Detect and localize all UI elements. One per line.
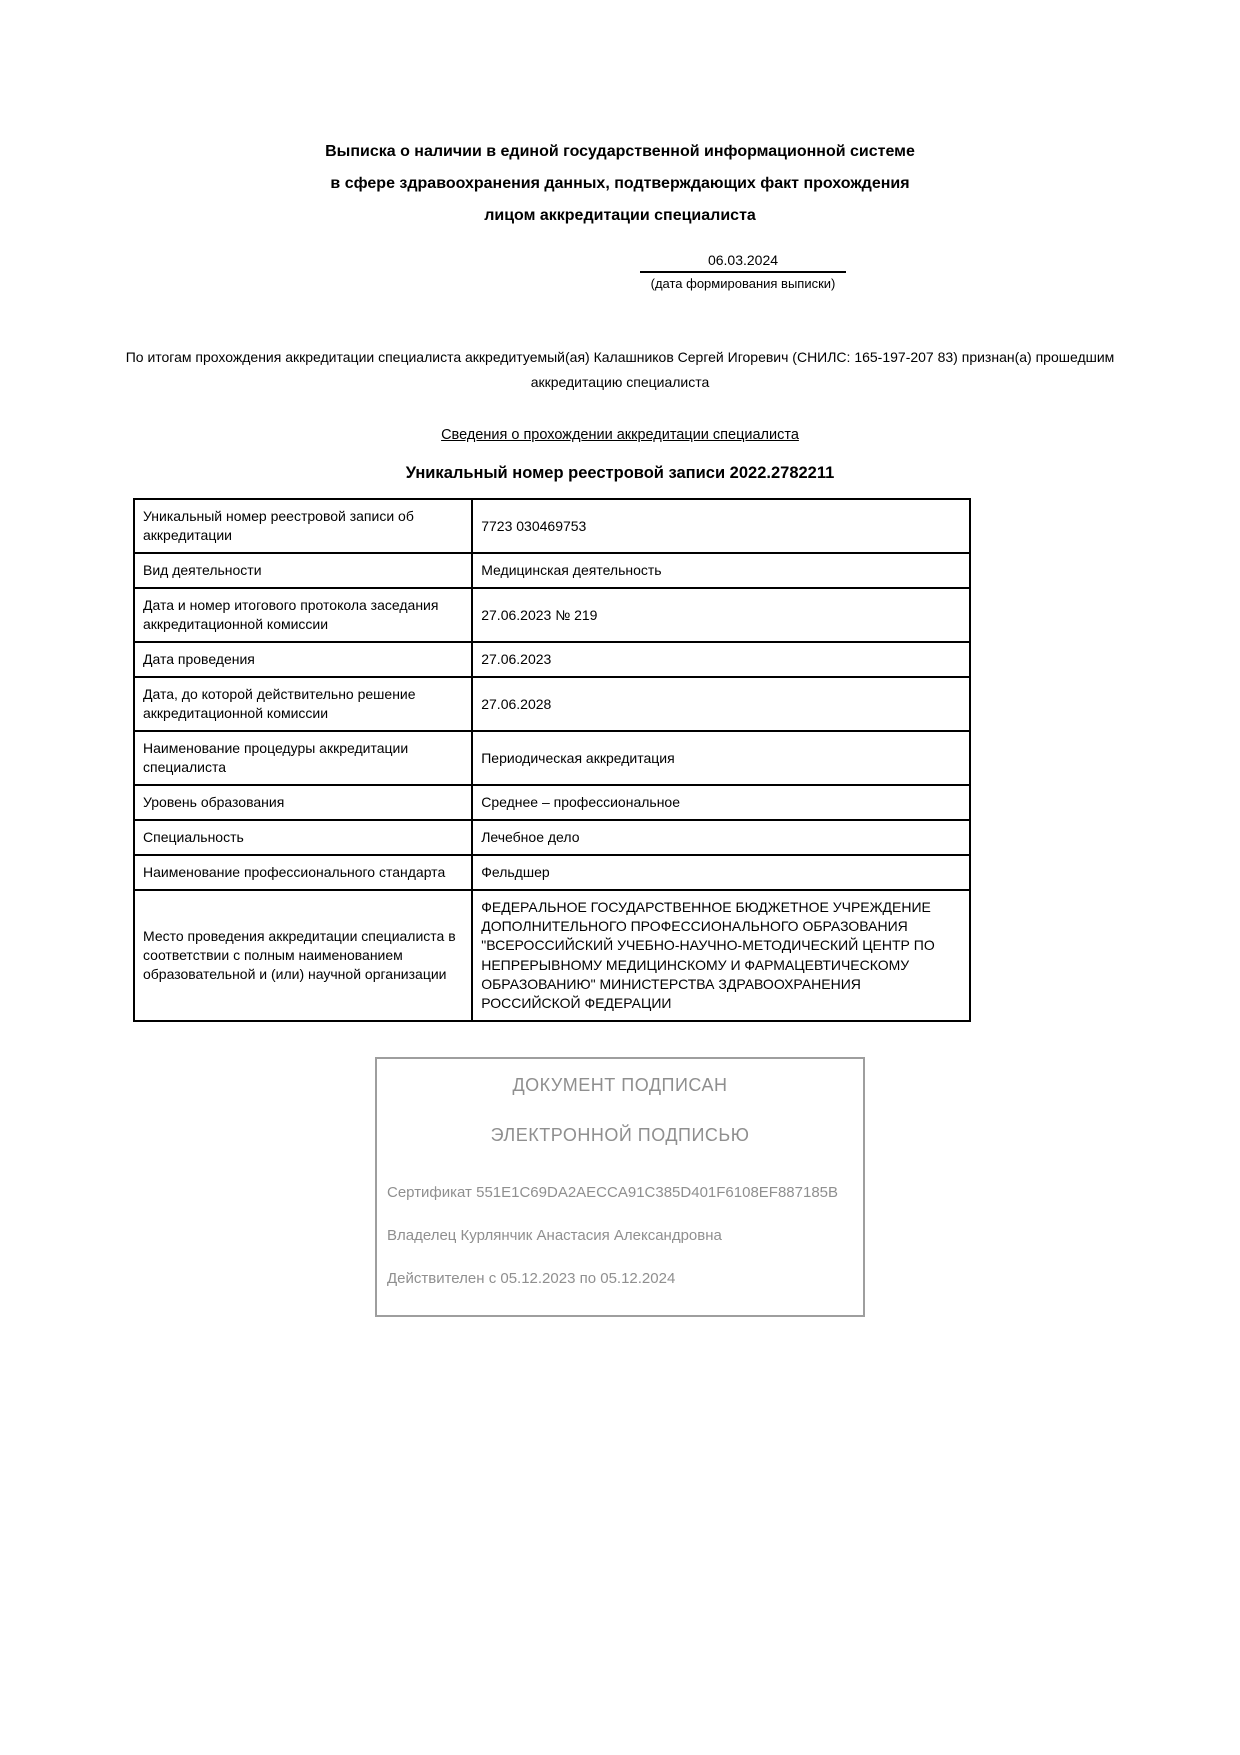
row-label: Наименование профессионального стандарта: [134, 855, 472, 890]
section-heading: Сведения о прохождении аккредитации специалиста: [441, 427, 799, 443]
row-value: Среднее – профессиональное: [472, 785, 970, 820]
table-row: [134, 588, 970, 642]
row-label: Уникальный номер реестровой записи об аккредитации: [134, 499, 472, 553]
table-row: [134, 677, 970, 731]
row-label: Вид деятельности: [134, 553, 472, 588]
row-label: Дата, до которой действительно решение аккредитационной комиссии: [134, 677, 472, 731]
signature-title-line2: ЭЛЕКТРОННОЙ ПОДПИСЬЮ: [490, 1124, 750, 1145]
row-label: Место проведения аккредитации специалиста в соответствии с полным наименованием образовательной и (или) научной организации: [134, 890, 472, 1020]
formation-date-block: [640, 250, 846, 293]
table-row: [134, 642, 970, 677]
table-row: [134, 890, 970, 1020]
row-value: Фельдшер: [472, 855, 970, 890]
row-value: Медицинская деятельность: [472, 553, 970, 588]
row-label: Дата и номер итогового протокола заседания аккредитационной комиссии: [134, 588, 472, 642]
table-row: [134, 553, 970, 588]
row-value: 27.06.2028: [472, 677, 970, 731]
signature-owner: Владелец Курлянчик Анастасия Александровна: [387, 1226, 722, 1244]
intro-paragraph: По итогам прохождения аккредитации специалиста аккредитуемый(ая) Калашников Сергей Игоревич (СНИЛС: 165-197-207 83) признан(а) прошедшим аккредитацию специалиста: [125, 349, 1115, 390]
row-value: 7723 030469753: [472, 499, 970, 553]
signature-certificate: Сертификат 551E1C69DA2AECCA91C385D401F6108EF887185B: [387, 1183, 839, 1201]
row-value: Лечебное дело: [472, 820, 970, 855]
row-value: 27.06.2023: [472, 642, 970, 677]
row-label: Наименование процедуры аккредитации специалиста: [134, 731, 472, 785]
table-row: [134, 820, 970, 855]
row-label: Уровень образования: [134, 785, 472, 820]
table-row: [134, 499, 970, 553]
row-value: Периодическая аккредитация: [472, 731, 970, 785]
signature-validity: Действителен с 05.12.2023 по 05.12.2024: [387, 1269, 676, 1287]
formation-date: 06.03.2024: [640, 250, 846, 273]
row-value: 27.06.2023 № 219: [472, 588, 970, 642]
table-row: [134, 855, 970, 890]
table-row: [134, 731, 970, 785]
row-label: Дата проведения: [134, 642, 472, 677]
accreditation-table-body: [134, 499, 970, 1021]
row-value: ФЕДЕРАЛЬНОЕ ГОСУДАРСТВЕННОЕ БЮДЖЕТНОЕ УЧРЕЖДЕНИЕ ДОПОЛНИТЕЛЬНОГО ПРОФЕССИОНАЛЬНОГО ОБРАЗОВАНИЯ "ВСЕРОССИЙСКИЙ УЧЕБНО-НАУЧНО-МЕТОДИЧЕСКИЙ ЦЕНТР ПО НЕПРЕРЫВНОМУ МЕДИЦИНСКОМУ И ФАРМАЦЕВТИЧЕСКОМУ ОБРАЗОВАНИЮ" МИНИСТЕРСТВА ЗДРАВООХРАНЕНИЯ РОССИЙСКОЙ ФЕДЕРАЦИИ: [472, 890, 970, 1020]
accreditation-table: [133, 498, 971, 1022]
document-title: Выписка о наличии в единой государственной информационной системе в сфере здравоохранения данных, подтверждающих факт прохождения лицом аккредитации специалиста: [325, 143, 915, 224]
registry-number-heading: Уникальный номер реестровой записи 2022.2782211: [405, 464, 835, 482]
formation-date-caption: (дата формирования выписки): [650, 276, 836, 291]
row-label: Специальность: [134, 820, 472, 855]
signature-box: [375, 1057, 865, 1317]
table-row: [134, 785, 970, 820]
signature-title-line1: ДОКУМЕНТ ПОДПИСАН: [512, 1074, 728, 1095]
